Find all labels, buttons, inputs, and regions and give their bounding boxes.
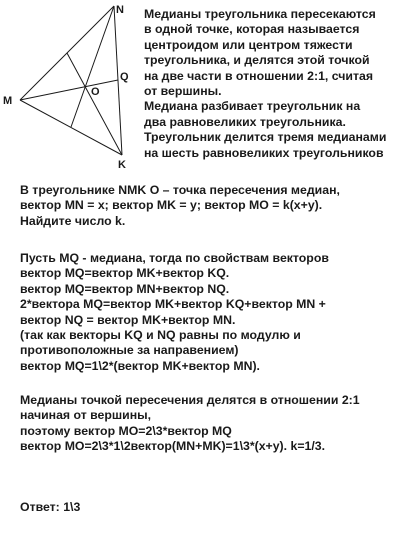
intro-line: треугольника, и делятся этой точкой — [144, 53, 370, 68]
label-k: K — [118, 159, 126, 171]
label-n: N — [116, 4, 124, 16]
intro-line: от вершины. — [144, 84, 222, 99]
problem-line: В треугольнике NMK O – точка пересечения медиан, — [20, 183, 340, 197]
solution-line: Пусть MQ - медиана, тогда по свойствам векторов — [20, 251, 329, 265]
conclusion-line: Медианы точкой пересечения делятся в отношении 2:1 — [20, 393, 360, 407]
problem-line: Найдите число k. — [20, 213, 126, 228]
median-mq — [20, 80, 118, 100]
solution-line: вектор MQ=1\2*(вектор MK+вектор MN). — [20, 358, 260, 373]
conclusion-line: начиная от вершины, — [20, 408, 152, 423]
answer-line — [20, 500, 410, 515]
solution-line: противоположные за направением) — [20, 343, 239, 358]
intro-line: два равновеликих треугольника. — [144, 114, 346, 129]
intro-line: Треугольник делится тремя медианами — [144, 130, 387, 145]
solution-text — [20, 251, 410, 374]
label-m: M — [3, 95, 13, 107]
conclusion-text — [20, 393, 410, 455]
label-q: Q — [120, 71, 129, 83]
solution-line: вектор MQ=вектор MN+вектор NQ. — [20, 281, 230, 296]
intro-line: центроидом или центром тяжести — [144, 37, 353, 52]
solution-line: 2*вектора MQ=вектор MK+вектор KQ+вектор MN + — [20, 297, 326, 312]
conclusion-line: вектор MO=2\3*1\2вектор(MN+MK)=1\3*(x+y). k=1/3. — [20, 439, 326, 454]
intro-text — [144, 7, 410, 161]
intro-line: на две части в отношении 2:1, считая — [144, 68, 374, 83]
intro-line: в одной точке, которая называется — [144, 22, 360, 37]
problem-statement — [20, 183, 410, 229]
intro-line: Медианы треугольника пересекаются — [144, 7, 376, 21]
median-n — [71, 6, 114, 127]
conclusion-line: поэтому вектор MO=2\3*вектор MQ — [20, 423, 232, 438]
solution-line: (так как векторы KQ и NQ равны по модулю и — [20, 328, 301, 343]
solution-line: вектор NQ = вектор MK+вектор MN. — [20, 312, 236, 327]
label-o: O — [91, 86, 100, 98]
answer-text: Ответ: 1\3 — [20, 500, 81, 514]
solution-line: вектор MQ=вектор MK+вектор KQ. — [20, 266, 230, 281]
intro-line: на шесть равновеликих треугольников — [144, 145, 384, 160]
intro-line: Медиана разбивает треугольник на — [144, 99, 361, 114]
problem-line: вектор MN = x; вектор MK = y; вектор MO = k(x+y). — [20, 198, 323, 213]
triangle-medians-diagram — [0, 0, 140, 175]
